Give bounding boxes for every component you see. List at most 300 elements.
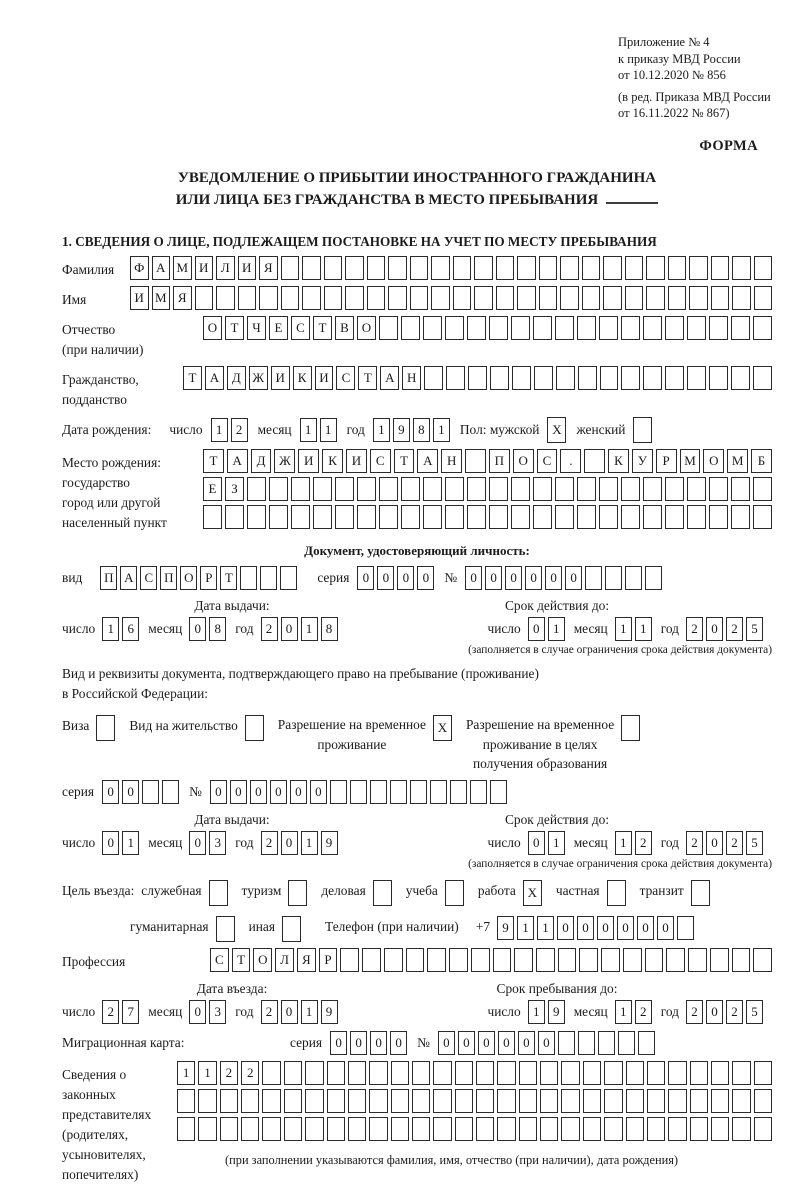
char-cell[interactable]: [431, 286, 450, 310]
char-cell[interactable]: [493, 948, 512, 972]
char-cell[interactable]: 1: [615, 1000, 632, 1024]
char-cell[interactable]: 1: [615, 617, 632, 641]
char-cell[interactable]: 2: [635, 831, 652, 855]
char-cell[interactable]: [225, 505, 244, 529]
char-cell[interactable]: [517, 286, 536, 310]
char-cell[interactable]: 0: [528, 617, 545, 641]
char-cell[interactable]: [388, 256, 407, 280]
char-cell[interactable]: А: [120, 566, 137, 590]
char-cell[interactable]: [753, 316, 772, 340]
char-cell[interactable]: 1: [615, 831, 632, 855]
char-cell[interactable]: Ч: [247, 316, 266, 340]
char-cell[interactable]: И: [315, 366, 334, 390]
char-cell[interactable]: [262, 1117, 280, 1141]
char-cell[interactable]: 1: [177, 1061, 195, 1085]
char-cell[interactable]: Я: [173, 286, 192, 310]
char-cell[interactable]: 1: [548, 617, 565, 641]
char-cell[interactable]: 1: [198, 1061, 216, 1085]
char-cell[interactable]: Т: [313, 316, 332, 340]
char-cell[interactable]: [690, 1089, 708, 1113]
char-cell[interactable]: [621, 477, 640, 501]
char-cell[interactable]: 5: [746, 617, 763, 641]
char-cell[interactable]: [468, 366, 487, 390]
char-cell[interactable]: [539, 256, 558, 280]
char-cell[interactable]: В: [335, 316, 354, 340]
char-cell[interactable]: 1: [433, 418, 450, 442]
char-cell[interactable]: [423, 505, 442, 529]
char-cell[interactable]: 0: [637, 916, 654, 940]
char-cell[interactable]: Д: [251, 449, 272, 473]
char-cell[interactable]: 0: [350, 1031, 367, 1055]
char-cell[interactable]: 9: [393, 418, 410, 442]
char-cell[interactable]: [345, 286, 364, 310]
char-cell[interactable]: [335, 477, 354, 501]
char-cell[interactable]: [241, 1117, 259, 1141]
char-cell[interactable]: [621, 316, 640, 340]
char-cell[interactable]: [433, 1089, 451, 1113]
char-cell[interactable]: [533, 316, 552, 340]
char-cell[interactable]: 9: [321, 1000, 338, 1024]
char-cell[interactable]: [711, 1117, 729, 1141]
char-cell[interactable]: [203, 505, 222, 529]
char-cell[interactable]: [577, 477, 596, 501]
char-cell[interactable]: 1: [373, 418, 390, 442]
char-cell[interactable]: [603, 256, 622, 280]
char-cell[interactable]: [282, 916, 301, 942]
char-cell[interactable]: 2: [686, 831, 703, 855]
char-cell[interactable]: [327, 1089, 345, 1113]
char-cell[interactable]: [710, 948, 729, 972]
char-cell[interactable]: [269, 505, 288, 529]
char-cell[interactable]: 2: [726, 1000, 743, 1024]
char-cell[interactable]: М: [173, 256, 192, 280]
char-cell[interactable]: 1: [122, 831, 139, 855]
char-cell[interactable]: 0: [397, 566, 414, 590]
char-cell[interactable]: [753, 948, 772, 972]
char-cell[interactable]: [753, 477, 772, 501]
char-cell[interactable]: [731, 477, 750, 501]
char-cell[interactable]: Р: [200, 566, 217, 590]
char-cell[interactable]: Я: [259, 256, 278, 280]
char-cell[interactable]: [585, 566, 602, 590]
char-cell[interactable]: 2: [635, 1000, 652, 1024]
char-cell[interactable]: [455, 1061, 473, 1085]
char-cell[interactable]: 0: [281, 617, 298, 641]
char-cell[interactable]: [497, 1061, 515, 1085]
char-cell[interactable]: [335, 505, 354, 529]
char-cell[interactable]: 2: [102, 1000, 119, 1024]
char-cell[interactable]: [348, 1117, 366, 1141]
char-cell[interactable]: X: [547, 417, 566, 443]
char-cell[interactable]: 0: [706, 831, 723, 855]
char-cell[interactable]: [598, 1031, 615, 1055]
char-cell[interactable]: 9: [548, 1000, 565, 1024]
char-cell[interactable]: [623, 948, 642, 972]
char-cell[interactable]: [269, 477, 288, 501]
char-cell[interactable]: [453, 256, 472, 280]
char-cell[interactable]: [379, 505, 398, 529]
char-cell[interactable]: [604, 1089, 622, 1113]
char-cell[interactable]: Л: [275, 948, 294, 972]
char-cell[interactable]: [731, 316, 750, 340]
title-blank-line[interactable]: [606, 191, 658, 204]
char-cell[interactable]: [357, 477, 376, 501]
char-cell[interactable]: 2: [261, 1000, 278, 1024]
char-cell[interactable]: [665, 477, 684, 501]
char-cell[interactable]: [446, 366, 465, 390]
char-cell[interactable]: А: [205, 366, 224, 390]
char-cell[interactable]: [638, 1031, 655, 1055]
char-cell[interactable]: [280, 566, 297, 590]
char-cell[interactable]: [410, 256, 429, 280]
char-cell[interactable]: 1: [537, 916, 554, 940]
char-cell[interactable]: 0: [565, 566, 582, 590]
char-cell[interactable]: [556, 366, 575, 390]
char-cell[interactable]: 1: [517, 916, 534, 940]
char-cell[interactable]: [711, 1061, 729, 1085]
char-cell[interactable]: [348, 1089, 366, 1113]
char-cell[interactable]: [388, 286, 407, 310]
char-cell[interactable]: [423, 316, 442, 340]
char-cell[interactable]: [731, 505, 750, 529]
char-cell[interactable]: [324, 256, 343, 280]
char-cell[interactable]: [465, 449, 486, 473]
char-cell[interactable]: А: [380, 366, 399, 390]
char-cell[interactable]: И: [238, 256, 257, 280]
char-cell[interactable]: [348, 1061, 366, 1085]
char-cell[interactable]: [647, 1117, 665, 1141]
char-cell[interactable]: [262, 1089, 280, 1113]
char-cell[interactable]: 0: [538, 1031, 555, 1055]
char-cell[interactable]: 9: [497, 916, 514, 940]
char-cell[interactable]: [665, 316, 684, 340]
char-cell[interactable]: [561, 1117, 579, 1141]
char-cell[interactable]: [561, 1089, 579, 1113]
char-cell[interactable]: П: [100, 566, 117, 590]
char-cell[interactable]: [711, 1089, 729, 1113]
char-cell[interactable]: X: [523, 880, 542, 906]
char-cell[interactable]: 1: [301, 1000, 318, 1024]
char-cell[interactable]: М: [680, 449, 701, 473]
char-cell[interactable]: [497, 1117, 515, 1141]
char-cell[interactable]: [330, 780, 347, 804]
char-cell[interactable]: [345, 256, 364, 280]
char-cell[interactable]: 8: [413, 418, 430, 442]
char-cell[interactable]: [625, 286, 644, 310]
char-cell[interactable]: [412, 1089, 430, 1113]
char-cell[interactable]: 1: [301, 617, 318, 641]
char-cell[interactable]: Б: [751, 449, 772, 473]
char-cell[interactable]: .: [560, 449, 581, 473]
char-cell[interactable]: Д: [227, 366, 246, 390]
char-cell[interactable]: М: [152, 286, 171, 310]
char-cell[interactable]: 0: [498, 1031, 515, 1055]
char-cell[interactable]: Ж: [249, 366, 268, 390]
char-cell[interactable]: К: [322, 449, 343, 473]
char-cell[interactable]: 0: [250, 780, 267, 804]
char-cell[interactable]: Н: [441, 449, 462, 473]
char-cell[interactable]: [519, 1089, 537, 1113]
char-cell[interactable]: 3: [209, 1000, 226, 1024]
char-cell[interactable]: [470, 780, 487, 804]
char-cell[interactable]: [732, 1117, 750, 1141]
char-cell[interactable]: 2: [241, 1061, 259, 1085]
char-cell[interactable]: [445, 880, 464, 906]
char-cell[interactable]: [327, 1117, 345, 1141]
char-cell[interactable]: [646, 256, 665, 280]
char-cell[interactable]: [605, 566, 622, 590]
char-cell[interactable]: [534, 366, 553, 390]
char-cell[interactable]: 0: [485, 566, 502, 590]
char-cell[interactable]: 0: [478, 1031, 495, 1055]
char-cell[interactable]: 0: [545, 566, 562, 590]
char-cell[interactable]: [599, 505, 618, 529]
char-cell[interactable]: Т: [358, 366, 377, 390]
char-cell[interactable]: П: [489, 449, 510, 473]
char-cell[interactable]: [668, 256, 687, 280]
char-cell[interactable]: [445, 316, 464, 340]
char-cell[interactable]: Н: [402, 366, 421, 390]
char-cell[interactable]: [626, 1061, 644, 1085]
char-cell[interactable]: [512, 366, 531, 390]
char-cell[interactable]: [560, 286, 579, 310]
char-cell[interactable]: С: [336, 366, 355, 390]
char-cell[interactable]: [291, 477, 310, 501]
char-cell[interactable]: [490, 780, 507, 804]
char-cell[interactable]: Т: [183, 366, 202, 390]
char-cell[interactable]: [665, 366, 684, 390]
char-cell[interactable]: [367, 286, 386, 310]
char-cell[interactable]: И: [195, 256, 214, 280]
char-cell[interactable]: Л: [216, 256, 235, 280]
char-cell[interactable]: [142, 780, 159, 804]
char-cell[interactable]: 2: [220, 1061, 238, 1085]
char-cell[interactable]: [391, 1061, 409, 1085]
char-cell[interactable]: [677, 916, 694, 940]
char-cell[interactable]: [412, 1061, 430, 1085]
char-cell[interactable]: 0: [102, 780, 119, 804]
char-cell[interactable]: [643, 366, 662, 390]
char-cell[interactable]: 1: [635, 617, 652, 641]
char-cell[interactable]: О: [357, 316, 376, 340]
char-cell[interactable]: [732, 286, 751, 310]
char-cell[interactable]: [668, 1061, 686, 1085]
char-cell[interactable]: [754, 1117, 772, 1141]
char-cell[interactable]: [711, 256, 730, 280]
char-cell[interactable]: [625, 256, 644, 280]
char-cell[interactable]: [709, 477, 728, 501]
char-cell[interactable]: [489, 477, 508, 501]
char-cell[interactable]: [754, 256, 773, 280]
char-cell[interactable]: [579, 948, 598, 972]
char-cell[interactable]: [643, 477, 662, 501]
char-cell[interactable]: 0: [557, 916, 574, 940]
char-cell[interactable]: [401, 316, 420, 340]
char-cell[interactable]: [430, 780, 447, 804]
char-cell[interactable]: 0: [505, 566, 522, 590]
char-cell[interactable]: [369, 1089, 387, 1113]
char-cell[interactable]: [401, 477, 420, 501]
char-cell[interactable]: [626, 1117, 644, 1141]
char-cell[interactable]: 2: [686, 617, 703, 641]
char-cell[interactable]: [305, 1117, 323, 1141]
char-cell[interactable]: [668, 286, 687, 310]
char-cell[interactable]: [259, 286, 278, 310]
char-cell[interactable]: [732, 256, 751, 280]
char-cell[interactable]: [600, 366, 619, 390]
char-cell[interactable]: И: [298, 449, 319, 473]
char-cell[interactable]: [511, 316, 530, 340]
char-cell[interactable]: Т: [203, 449, 224, 473]
char-cell[interactable]: [555, 505, 574, 529]
char-cell[interactable]: Т: [220, 566, 237, 590]
char-cell[interactable]: [445, 505, 464, 529]
char-cell[interactable]: [753, 505, 772, 529]
char-cell[interactable]: 0: [370, 1031, 387, 1055]
char-cell[interactable]: [555, 477, 574, 501]
char-cell[interactable]: [601, 948, 620, 972]
char-cell[interactable]: [668, 1089, 686, 1113]
char-cell[interactable]: [690, 1061, 708, 1085]
char-cell[interactable]: И: [271, 366, 290, 390]
char-cell[interactable]: [621, 715, 640, 741]
char-cell[interactable]: [558, 948, 577, 972]
char-cell[interactable]: [561, 1061, 579, 1085]
char-cell[interactable]: [453, 286, 472, 310]
char-cell[interactable]: 9: [321, 831, 338, 855]
char-cell[interactable]: [379, 477, 398, 501]
char-cell[interactable]: [455, 1089, 473, 1113]
char-cell[interactable]: [645, 566, 662, 590]
char-cell[interactable]: [195, 286, 214, 310]
char-cell[interactable]: [691, 880, 710, 906]
char-cell[interactable]: 8: [209, 617, 226, 641]
char-cell[interactable]: [471, 948, 490, 972]
char-cell[interactable]: А: [227, 449, 248, 473]
char-cell[interactable]: А: [152, 256, 171, 280]
char-cell[interactable]: [162, 780, 179, 804]
char-cell[interactable]: [406, 948, 425, 972]
char-cell[interactable]: 0: [281, 831, 298, 855]
char-cell[interactable]: 1: [301, 831, 318, 855]
char-cell[interactable]: 2: [231, 418, 248, 442]
char-cell[interactable]: [490, 366, 509, 390]
char-cell[interactable]: [621, 366, 640, 390]
char-cell[interactable]: [476, 1061, 494, 1085]
char-cell[interactable]: [424, 366, 443, 390]
char-cell[interactable]: [96, 715, 115, 741]
char-cell[interactable]: О: [180, 566, 197, 590]
char-cell[interactable]: 2: [261, 617, 278, 641]
char-cell[interactable]: [558, 1031, 575, 1055]
char-cell[interactable]: [369, 1117, 387, 1141]
char-cell[interactable]: Т: [225, 316, 244, 340]
char-cell[interactable]: [497, 1089, 515, 1113]
char-cell[interactable]: [412, 1117, 430, 1141]
char-cell[interactable]: [240, 566, 257, 590]
char-cell[interactable]: [350, 780, 367, 804]
char-cell[interactable]: Ф: [130, 256, 149, 280]
char-cell[interactable]: [177, 1117, 195, 1141]
char-cell[interactable]: 2: [686, 1000, 703, 1024]
char-cell[interactable]: С: [370, 449, 391, 473]
char-cell[interactable]: [533, 505, 552, 529]
char-cell[interactable]: [198, 1089, 216, 1113]
char-cell[interactable]: [433, 1117, 451, 1141]
char-cell[interactable]: [291, 505, 310, 529]
char-cell[interactable]: 0: [210, 780, 227, 804]
char-cell[interactable]: Т: [394, 449, 415, 473]
char-cell[interactable]: [445, 477, 464, 501]
char-cell[interactable]: 1: [528, 1000, 545, 1024]
char-cell[interactable]: [633, 417, 652, 443]
char-cell[interactable]: [618, 1031, 635, 1055]
char-cell[interactable]: [732, 948, 751, 972]
char-cell[interactable]: [604, 1061, 622, 1085]
char-cell[interactable]: С: [537, 449, 558, 473]
char-cell[interactable]: Р: [319, 948, 338, 972]
char-cell[interactable]: 1: [548, 831, 565, 855]
char-cell[interactable]: О: [203, 316, 222, 340]
char-cell[interactable]: [423, 477, 442, 501]
char-cell[interactable]: [732, 1061, 750, 1085]
char-cell[interactable]: У: [632, 449, 653, 473]
char-cell[interactable]: [560, 256, 579, 280]
char-cell[interactable]: [577, 505, 596, 529]
char-cell[interactable]: [687, 366, 706, 390]
char-cell[interactable]: [583, 1117, 601, 1141]
char-cell[interactable]: [357, 505, 376, 529]
char-cell[interactable]: [216, 286, 235, 310]
char-cell[interactable]: [753, 366, 772, 390]
char-cell[interactable]: [489, 316, 508, 340]
char-cell[interactable]: 0: [357, 566, 374, 590]
char-cell[interactable]: [578, 366, 597, 390]
char-cell[interactable]: [367, 256, 386, 280]
char-cell[interactable]: [410, 780, 427, 804]
char-cell[interactable]: С: [291, 316, 310, 340]
char-cell[interactable]: [373, 880, 392, 906]
char-cell[interactable]: Р: [656, 449, 677, 473]
char-cell[interactable]: [646, 286, 665, 310]
char-cell[interactable]: [474, 256, 493, 280]
char-cell[interactable]: [390, 780, 407, 804]
char-cell[interactable]: [582, 286, 601, 310]
char-cell[interactable]: С: [210, 948, 229, 972]
char-cell[interactable]: [643, 316, 662, 340]
char-cell[interactable]: [668, 1117, 686, 1141]
char-cell[interactable]: [709, 366, 728, 390]
char-cell[interactable]: [391, 1117, 409, 1141]
char-cell[interactable]: [536, 948, 555, 972]
char-cell[interactable]: [689, 256, 708, 280]
char-cell[interactable]: [220, 1117, 238, 1141]
char-cell[interactable]: [362, 948, 381, 972]
char-cell[interactable]: [455, 1117, 473, 1141]
char-cell[interactable]: 0: [617, 916, 634, 940]
char-cell[interactable]: [177, 1089, 195, 1113]
char-cell[interactable]: [384, 948, 403, 972]
char-cell[interactable]: [216, 916, 235, 942]
char-cell[interactable]: [281, 256, 300, 280]
char-cell[interactable]: [302, 256, 321, 280]
char-cell[interactable]: [467, 316, 486, 340]
char-cell[interactable]: 0: [458, 1031, 475, 1055]
char-cell[interactable]: 8: [321, 617, 338, 641]
char-cell[interactable]: [731, 366, 750, 390]
char-cell[interactable]: 0: [270, 780, 287, 804]
char-cell[interactable]: [245, 715, 264, 741]
